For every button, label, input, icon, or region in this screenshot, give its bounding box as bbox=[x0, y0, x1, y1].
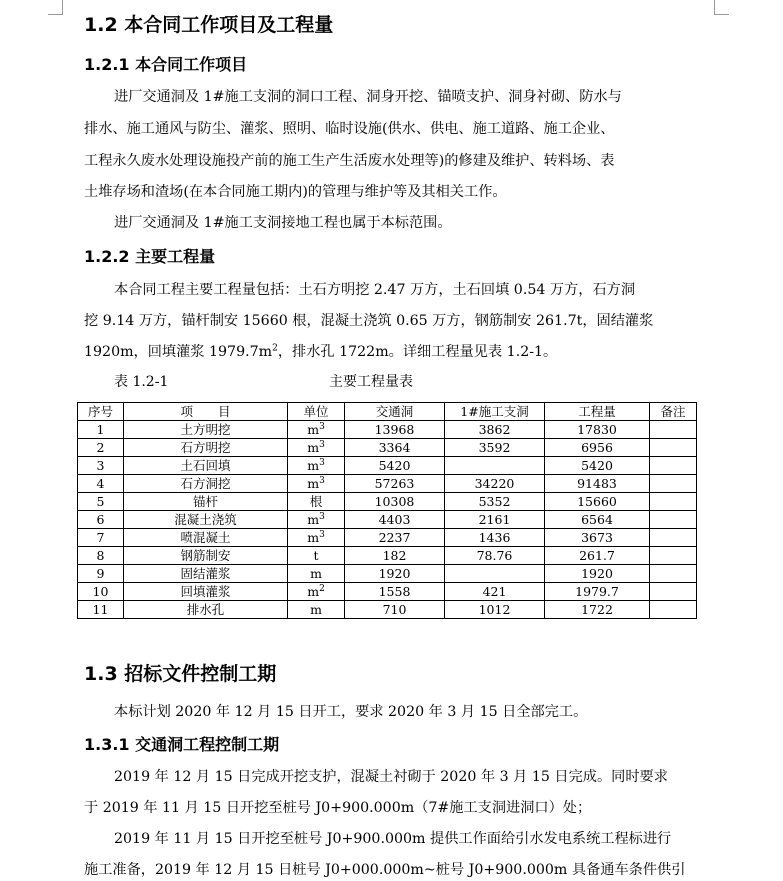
cell-item: 石方洞挖 bbox=[124, 475, 288, 493]
cell-tunnel-qty: 1920 bbox=[345, 565, 445, 583]
paragraph-line: 工程永久废水处理设施投产前的施工生产生活废水处理等)的修建及维护、转料场、表 bbox=[84, 153, 615, 169]
cell-number: 10 bbox=[78, 583, 124, 601]
cell-tunnel-qty: 710 bbox=[345, 601, 445, 619]
paragraph-line: 挖 9.14 万方，锚杆制安 15660 根，混凝土浇筑 0.65 万方，钢筋制安 261.7t，固结灌浆 bbox=[84, 313, 654, 329]
cell-unit bbox=[288, 439, 345, 457]
cell-note bbox=[650, 565, 697, 583]
subsection-heading-1-2-1: 1.2.1 本合同工作项目 bbox=[84, 55, 248, 74]
cell-adit-qty: 421 bbox=[445, 583, 545, 601]
cell-tunnel-qty: 57263 bbox=[345, 475, 445, 493]
paragraph-line: 2019 年 12 月 15 日完成开挖支护，混凝土衬砌于 2020 年 3 月 15 日完成。同时要求 bbox=[114, 769, 668, 785]
cell-item: 排水孔 bbox=[124, 601, 288, 619]
table-number: 表 1.2-1 bbox=[114, 374, 169, 390]
cell-number: 3 bbox=[78, 457, 124, 475]
text-fragment: 1920m，回填灌浆 1979.7m bbox=[84, 344, 273, 360]
cell-total-qty: 91483 bbox=[545, 475, 650, 493]
cell-adit-qty: 34220 bbox=[445, 475, 545, 493]
cell-unit bbox=[288, 493, 345, 511]
table-row bbox=[78, 601, 697, 619]
unit-text: m bbox=[310, 566, 322, 581]
cell-number: 2 bbox=[78, 439, 124, 457]
unit-superscript: 3 bbox=[319, 529, 325, 540]
table-row bbox=[78, 493, 697, 511]
cell-item: 锚杆 bbox=[124, 493, 288, 511]
cell-unit bbox=[288, 565, 345, 583]
cell-note bbox=[650, 475, 697, 493]
cell-note bbox=[650, 511, 697, 529]
table-row bbox=[78, 439, 697, 457]
cell-adit-qty: 78.76 bbox=[445, 547, 545, 565]
unit-text: m bbox=[307, 584, 320, 599]
cell-unit bbox=[288, 475, 345, 493]
unit-superscript: 3 bbox=[319, 475, 325, 486]
cell-adit-qty: 1012 bbox=[445, 601, 545, 619]
paragraph-line: 施工准备，2019 年 12 月 15 日桩号 J0+000.000m~桩号 J0+900.000m 具备通车条件供引 bbox=[84, 862, 686, 878]
table-row bbox=[78, 421, 697, 439]
cell-total-qty: 6956 bbox=[545, 439, 650, 457]
cell-number: 5 bbox=[78, 493, 124, 511]
cell-item: 土石回填 bbox=[124, 457, 288, 475]
cell-item: 土方明挖 bbox=[124, 421, 288, 439]
unit-text: m bbox=[307, 422, 320, 437]
cell-number: 11 bbox=[78, 601, 124, 619]
table-body bbox=[78, 421, 697, 619]
table-row bbox=[78, 475, 697, 493]
cell-item: 钢筋制安 bbox=[124, 547, 288, 565]
table-row bbox=[78, 457, 697, 475]
cell-unit bbox=[288, 421, 345, 439]
cell-number: 8 bbox=[78, 547, 124, 565]
cell-adit-qty: 2161 bbox=[445, 511, 545, 529]
table-header-cell: 交通洞 bbox=[345, 403, 445, 421]
cell-unit bbox=[288, 457, 345, 475]
unit-superscript: 3 bbox=[319, 421, 325, 432]
cell-tunnel-qty: 3364 bbox=[345, 439, 445, 457]
table-header-cell: 1#施工支洞 bbox=[445, 403, 545, 421]
cell-note bbox=[650, 439, 697, 457]
section-heading-1-3: 1.3 招标文件控制工期 bbox=[84, 663, 277, 685]
table-header-cell: 序号 bbox=[78, 403, 124, 421]
paragraph-line: 排水、施工通风与防尘、灌浆、照明、临时设施(供水、供电、施工道路、施工企业、 bbox=[84, 121, 615, 137]
crop-mark-top-left bbox=[48, 0, 63, 15]
cell-total-qty: 1920 bbox=[545, 565, 650, 583]
cell-item: 回填灌浆 bbox=[124, 583, 288, 601]
paragraph-line: 进厂交通洞及 1#施工支洞的洞口工程、洞身开挖、锚喷支护、洞身衬砌、防水与 bbox=[114, 89, 622, 105]
cell-adit-qty: 3592 bbox=[445, 439, 545, 457]
cell-number: 6 bbox=[78, 511, 124, 529]
cell-number: 9 bbox=[78, 565, 124, 583]
cell-total-qty: 1979.7 bbox=[545, 583, 650, 601]
paragraph-line bbox=[84, 341, 704, 361]
cell-note bbox=[650, 457, 697, 475]
paragraph-line: 土堆存场和渣场(在本合同施工期内)的管理与维护等及其相关工作。 bbox=[84, 184, 507, 200]
unit-text: m bbox=[307, 530, 320, 545]
cell-note bbox=[650, 601, 697, 619]
subsection-heading-1-2-2: 1.2.2 主要工程量 bbox=[84, 247, 216, 266]
cell-tunnel-qty: 182 bbox=[345, 547, 445, 565]
cell-adit-qty bbox=[445, 457, 545, 475]
unit-superscript: 3 bbox=[319, 439, 325, 450]
cell-tunnel-qty: 2237 bbox=[345, 529, 445, 547]
unit-text: m bbox=[310, 602, 322, 617]
cell-unit bbox=[288, 583, 345, 601]
unit-superscript: 3 bbox=[319, 457, 325, 468]
table-header-row bbox=[78, 403, 697, 421]
unit-text: m bbox=[307, 512, 320, 527]
table-header-cell: 工程量 bbox=[545, 403, 650, 421]
cell-total-qty: 3673 bbox=[545, 529, 650, 547]
table-row bbox=[78, 511, 697, 529]
crop-mark-top-right bbox=[714, 0, 729, 15]
cell-item: 混凝土浇筑 bbox=[124, 511, 288, 529]
cell-tunnel-qty: 13968 bbox=[345, 421, 445, 439]
section-heading-1-2: 1.2 本合同工作项目及工程量 bbox=[84, 14, 334, 36]
cell-tunnel-qty: 4403 bbox=[345, 511, 445, 529]
unit-text: t bbox=[313, 548, 319, 563]
superscript: 2 bbox=[272, 343, 278, 354]
cell-total-qty: 6564 bbox=[545, 511, 650, 529]
unit-text: m bbox=[307, 440, 320, 455]
cell-adit-qty: 3862 bbox=[445, 421, 545, 439]
paragraph-line: 本合同工程主要工程量包括：土石方明挖 2.47 万方，土石回填 0.54 万方，石方洞 bbox=[114, 282, 636, 298]
cell-adit-qty: 1436 bbox=[445, 529, 545, 547]
cell-total-qty: 1722 bbox=[545, 601, 650, 619]
paragraph-line: 2019 年 11 月 15 日开挖至桩号 J0+900.000m 提供工作面给引水发电系统工程标进行 bbox=[114, 831, 672, 847]
cell-total-qty: 5420 bbox=[545, 457, 650, 475]
cell-unit bbox=[288, 547, 345, 565]
cell-note bbox=[650, 493, 697, 511]
quantities-table bbox=[77, 402, 697, 619]
cell-unit bbox=[288, 601, 345, 619]
cell-tunnel-qty: 10308 bbox=[345, 493, 445, 511]
paragraph-line: 本标计划 2020 年 12 月 15 日开工，要求 2020 年 3 月 15 日全部完工。 bbox=[114, 704, 588, 720]
table-header-cell: 备注 bbox=[650, 403, 697, 421]
cell-adit-qty bbox=[445, 565, 545, 583]
unit-superscript: 2 bbox=[319, 583, 325, 594]
cell-note bbox=[650, 583, 697, 601]
text-fragment: ，排水孔 1722m。详细工程量见表 1.2-1。 bbox=[277, 344, 558, 360]
cell-note bbox=[650, 547, 697, 565]
cell-item: 固结灌浆 bbox=[124, 565, 288, 583]
table-row bbox=[78, 547, 697, 565]
cell-total-qty: 15660 bbox=[545, 493, 650, 511]
paragraph-line: 于 2019 年 11 月 15 日开挖至桩号 J0+900.000m（7#施工支洞进洞口）处； bbox=[84, 800, 592, 816]
table-row bbox=[78, 583, 697, 601]
cell-total-qty: 261.7 bbox=[545, 547, 650, 565]
cell-unit bbox=[288, 529, 345, 547]
cell-total-qty: 17830 bbox=[545, 421, 650, 439]
table-title: 主要工程量表 bbox=[329, 374, 413, 390]
subsection-heading-1-3-1: 1.3.1 交通洞工程控制工期 bbox=[84, 735, 280, 754]
cell-number: 4 bbox=[78, 475, 124, 493]
paragraph-line: 进厂交通洞及 1#施工支洞接地工程也属于本标范围。 bbox=[114, 215, 452, 231]
table-row bbox=[78, 565, 697, 583]
table-header-cell: 单位 bbox=[288, 403, 345, 421]
table-row bbox=[78, 529, 697, 547]
table-header-cell: 项 目 bbox=[124, 403, 288, 421]
cell-adit-qty: 5352 bbox=[445, 493, 545, 511]
cell-number: 1 bbox=[78, 421, 124, 439]
cell-tunnel-qty: 5420 bbox=[345, 457, 445, 475]
unit-text: 根 bbox=[309, 494, 323, 509]
cell-unit bbox=[288, 511, 345, 529]
cell-number: 7 bbox=[78, 529, 124, 547]
cell-item: 石方明挖 bbox=[124, 439, 288, 457]
unit-superscript: 3 bbox=[319, 511, 325, 522]
cell-note bbox=[650, 529, 697, 547]
cell-tunnel-qty: 1558 bbox=[345, 583, 445, 601]
cell-item: 喷混凝土 bbox=[124, 529, 288, 547]
cell-note bbox=[650, 421, 697, 439]
unit-text: m bbox=[307, 476, 320, 491]
unit-text: m bbox=[307, 458, 320, 473]
